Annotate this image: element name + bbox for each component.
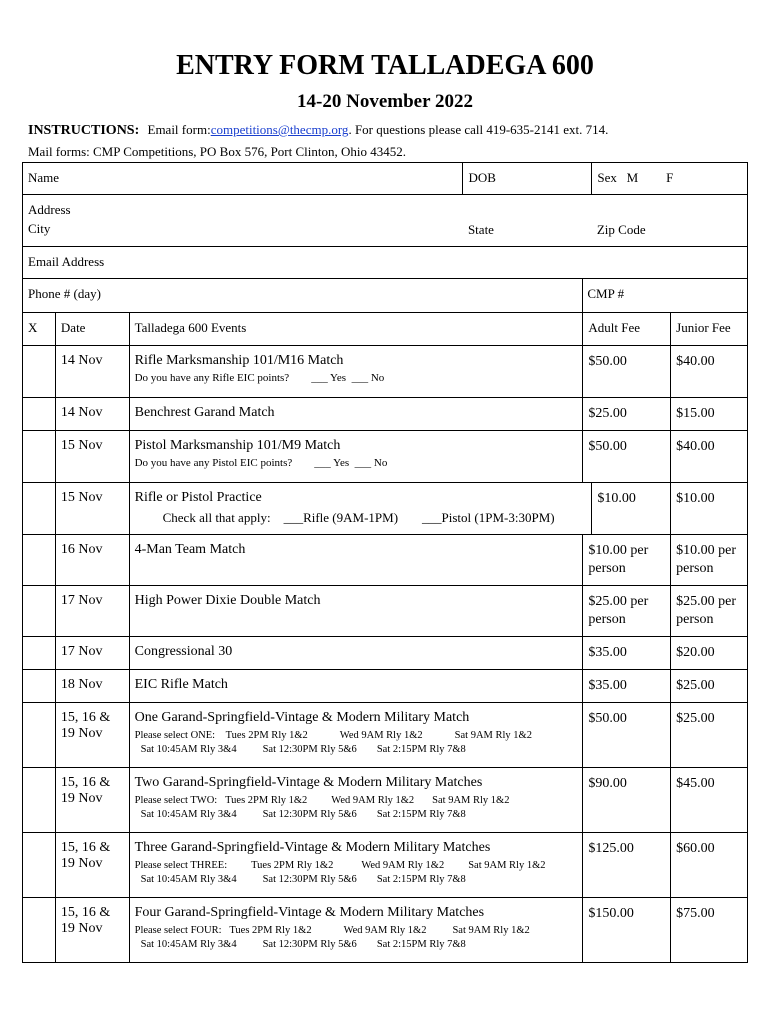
event-row: [23, 703, 748, 768]
no-option[interactable]: ___ No: [354, 457, 388, 469]
relay-option[interactable]: Sat 9AM Rly 1&2: [454, 730, 532, 741]
sex-m-option[interactable]: M: [626, 170, 639, 185]
sex-f-option[interactable]: F: [666, 170, 674, 185]
event-name: Rifle Marksmanship 101/M16 Match: [134, 353, 344, 368]
rifle-practice-option[interactable]: ___Rifle (9AM-1PM): [283, 510, 399, 525]
event-name: EIC Rifle Match: [129, 670, 583, 703]
relay-option[interactable]: Sat 10:45AM Rly 3&4: [140, 809, 237, 820]
instructions-label: INSTRUCTIONS:: [28, 123, 140, 138]
relay-select-label: Please select ONE:: [134, 730, 216, 741]
event-row: [23, 586, 748, 637]
event-date: 15, 16 & 19 Nov: [55, 703, 129, 768]
relay-option[interactable]: Sat 10:45AM Rly 3&4: [140, 939, 237, 950]
event-checkbox[interactable]: [23, 637, 56, 670]
relay-option[interactable]: Wed 9AM Rly 1&2: [331, 795, 415, 806]
relay-select-label: Please select THREE:: [134, 860, 228, 871]
junior-fee: $40.00: [671, 431, 748, 483]
event-name: Congressional 30: [129, 637, 583, 670]
instructions: [28, 122, 608, 139]
relay-option[interactable]: Sat 9AM Rly 1&2: [452, 925, 530, 936]
event-date: 17 Nov: [55, 637, 129, 670]
event-date: 18 Nov: [55, 670, 129, 703]
event-name: Rifle or Pistol Practice: [134, 490, 262, 505]
email-prefix: Email form:: [147, 122, 211, 137]
event-checkbox[interactable]: [23, 398, 56, 431]
event-row: [23, 637, 748, 670]
event-checkbox[interactable]: [23, 483, 56, 535]
adult-fee: $50.00: [583, 703, 671, 768]
sex-field[interactable]: [592, 163, 748, 195]
phone-instructions: . For questions please call 419-635-2141 ext. 714.: [348, 122, 609, 137]
zip-field[interactable]: [592, 195, 748, 247]
event-name: One Garand-Springfield-Vintage & Modern Military Match: [134, 710, 470, 725]
adult-fee: $50.00: [583, 346, 671, 398]
event-row: [23, 898, 748, 963]
practice-instructions: Check all that apply:: [162, 510, 271, 525]
sex-label: Sex: [597, 170, 617, 185]
event-checkbox[interactable]: [23, 670, 56, 703]
cmp-number-field[interactable]: CMP #: [583, 279, 748, 313]
relay-select-label: Please select FOUR:: [134, 925, 222, 936]
no-option[interactable]: ___ No: [351, 372, 385, 384]
relay-option[interactable]: Sat 12:30PM Rly 5&6: [262, 809, 357, 820]
relay-option[interactable]: Sat 9AM Rly 1&2: [432, 795, 510, 806]
relay-option[interactable]: Sat 2:15PM Rly 7&8: [376, 939, 466, 950]
name-field[interactable]: Name: [23, 163, 463, 195]
event-question: Do you have any Pistol EIC points?: [134, 457, 293, 469]
event-name: Benchrest Garand Match: [129, 398, 583, 431]
form-title: ENTRY FORM TALLADEGA 600: [176, 50, 594, 81]
event-row: [23, 833, 748, 898]
relay-option[interactable]: Tues 2PM Rly 1&2: [225, 795, 308, 806]
event-checkbox[interactable]: [23, 898, 56, 963]
adult-fee: $25.00: [583, 398, 671, 431]
event-row: [23, 768, 748, 833]
event-question: Do you have any Rifle EIC points?: [134, 372, 290, 384]
address-field[interactable]: [23, 195, 463, 247]
event-date: 14 Nov: [55, 346, 129, 398]
event-name: Pistol Marksmanship 101/M9 Match: [134, 438, 341, 453]
phone-field[interactable]: Phone # (day): [23, 279, 583, 313]
mail-instructions: Mail forms: CMP Competitions, PO Box 576, Port Clinton, Ohio 43452.: [28, 144, 406, 159]
event-name: Two Garand-Springfield-Vintage & Modern Military Matches: [134, 775, 483, 790]
yes-option[interactable]: ___ Yes: [311, 372, 347, 384]
junior-fee: $25.00: [671, 670, 748, 703]
address-label: Address: [28, 202, 71, 217]
junior-fee: $60.00: [671, 833, 748, 898]
relay-option[interactable]: Tues 2PM Rly 1&2: [251, 860, 334, 871]
relay-option[interactable]: Tues 2PM Rly 1&2: [229, 925, 312, 936]
junior-fee: $10.00 per person: [671, 535, 748, 586]
relay-option[interactable]: Sat 10:45AM Rly 3&4: [140, 874, 237, 885]
relay-option[interactable]: Sat 12:30PM Rly 5&6: [262, 744, 357, 755]
event-date: 15 Nov: [55, 483, 129, 535]
adult-fee: $25.00 per person: [583, 586, 671, 637]
event-name: 4-Man Team Match: [129, 535, 583, 586]
event-date: 15, 16 & 19 Nov: [55, 898, 129, 963]
relay-option[interactable]: Sat 12:30PM Rly 5&6: [262, 939, 357, 950]
relay-option[interactable]: Sat 10:45AM Rly 3&4: [140, 744, 237, 755]
junior-fee: $75.00: [671, 898, 748, 963]
event-row: [23, 346, 748, 398]
junior-fee: $25.00: [671, 703, 748, 768]
col-header-adult: Adult Fee: [583, 313, 671, 346]
relay-option[interactable]: Sat 2:15PM Rly 7&8: [376, 874, 466, 885]
contact-email-link[interactable]: competitions@thecmp.org: [210, 122, 349, 137]
event-checkbox[interactable]: [23, 535, 56, 586]
zip-label: Zip Code: [596, 222, 646, 237]
adult-fee: $10.00: [592, 483, 671, 535]
entry-form-table: [22, 162, 748, 963]
junior-fee: $40.00: [671, 346, 748, 398]
pistol-practice-option[interactable]: ___Pistol (1PM-3:30PM): [422, 510, 555, 525]
junior-fee: $10.00: [671, 483, 748, 535]
event-date: 14 Nov: [55, 398, 129, 431]
event-checkbox[interactable]: [23, 346, 56, 398]
dob-field[interactable]: DOB: [463, 163, 592, 195]
junior-fee: $45.00: [671, 768, 748, 833]
event-row: [23, 670, 748, 703]
event-checkbox[interactable]: [23, 768, 56, 833]
relay-select-label: Please select TWO:: [134, 795, 218, 806]
email-field[interactable]: Email Address: [23, 247, 748, 279]
adult-fee: $150.00: [583, 898, 671, 963]
state-label: State: [467, 222, 494, 237]
event-date: 17 Nov: [55, 586, 129, 637]
col-header-x: X: [23, 313, 56, 346]
state-field[interactable]: [463, 195, 592, 247]
event-date: 15, 16 & 19 Nov: [55, 833, 129, 898]
relay-option[interactable]: Sat 2:15PM Rly 7&8: [376, 809, 466, 820]
adult-fee: $50.00: [583, 431, 671, 483]
event-checkbox[interactable]: [23, 833, 56, 898]
col-header-junior: Junior Fee: [671, 313, 748, 346]
event-checkbox[interactable]: [23, 586, 56, 637]
event-checkbox[interactable]: [23, 431, 56, 483]
event-row: [23, 535, 748, 586]
event-date: 15, 16 & 19 Nov: [55, 768, 129, 833]
yes-option[interactable]: ___ Yes: [314, 457, 350, 469]
relay-option[interactable]: Tues 2PM Rly 1&2: [225, 730, 308, 741]
junior-fee: $25.00 per person: [671, 586, 748, 637]
city-label: City: [28, 221, 51, 236]
event-row: [23, 483, 748, 535]
adult-fee: $10.00 per person: [583, 535, 671, 586]
adult-fee: $35.00: [583, 637, 671, 670]
event-name: Three Garand-Springfield-Vintage & Modern Military Matches: [134, 840, 491, 855]
junior-fee: $20.00: [671, 637, 748, 670]
event-name: Four Garand-Springfield-Vintage & Modern Military Matches: [134, 905, 485, 920]
adult-fee: $90.00: [583, 768, 671, 833]
adult-fee: $35.00: [583, 670, 671, 703]
junior-fee: $15.00: [671, 398, 748, 431]
event-checkbox[interactable]: [23, 703, 56, 768]
event-date: 16 Nov: [55, 535, 129, 586]
event-dates: 14-20 November 2022: [297, 91, 473, 112]
relay-option[interactable]: Sat 9AM Rly 1&2: [468, 860, 546, 871]
event-name: High Power Dixie Double Match: [129, 586, 583, 637]
relay-option[interactable]: Wed 9AM Rly 1&2: [361, 860, 445, 871]
event-date: 15 Nov: [55, 431, 129, 483]
relay-option[interactable]: Wed 9AM Rly 1&2: [339, 730, 423, 741]
col-header-events: Talladega 600 Events: [129, 313, 583, 346]
adult-fee: $125.00: [583, 833, 671, 898]
event-row: [23, 431, 748, 483]
event-row: [23, 398, 748, 431]
relay-option[interactable]: Sat 12:30PM Rly 5&6: [262, 874, 357, 885]
relay-option[interactable]: Wed 9AM Rly 1&2: [343, 925, 427, 936]
col-header-date: Date: [55, 313, 129, 346]
relay-option[interactable]: Sat 2:15PM Rly 7&8: [376, 744, 466, 755]
